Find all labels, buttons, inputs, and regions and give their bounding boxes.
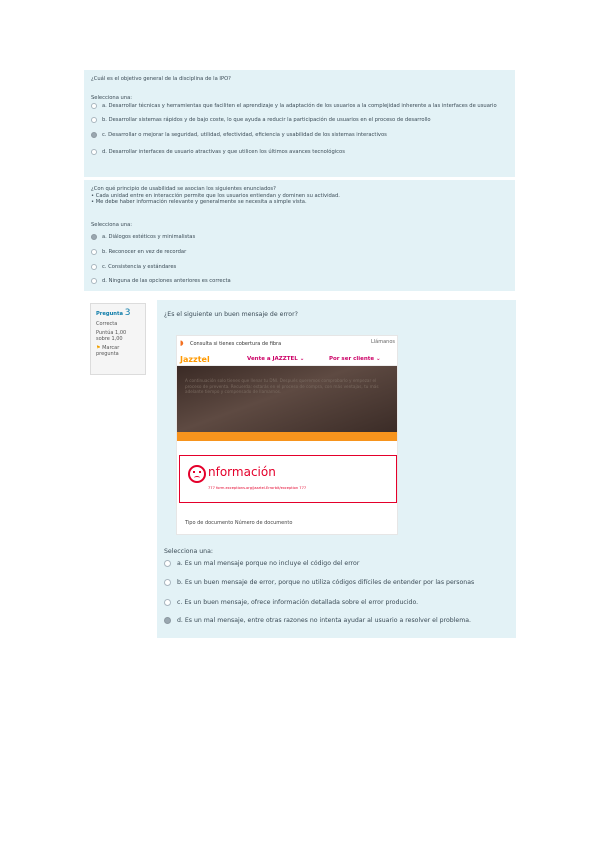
flag-question-link[interactable] — [96, 345, 140, 357]
rss-icon: ◗ — [180, 339, 184, 347]
coverage-text: Consulta si tienes cobertura de fibra — [190, 341, 282, 347]
option-label: d. Ninguna de las opciones anteriores es correcta — [102, 278, 231, 284]
question-1-option-a[interactable] — [91, 103, 497, 109]
option-label: a. Desarrollar técnicas y herramientas que faciliten el aprendizaje y la adaptación de los usuarios a la complejidad inherente a las interfaces de usuario — [102, 103, 497, 109]
screenshot-nav — [177, 353, 397, 366]
question-3-option-b[interactable] — [164, 579, 474, 586]
score-line-1: Puntúa 1,00 — [96, 330, 127, 336]
radio-button[interactable] — [164, 560, 171, 567]
option-label: b. Desarrollar sistemas rápidos y de bajo coste, lo que ayuda a reducir la participación de usuarios en el proceso de desarrollo — [102, 117, 431, 123]
score-line-2: sobre 1,00 — [96, 336, 123, 342]
radio-button[interactable] — [164, 599, 171, 606]
nav-item-vente: Vente a JAZZTEL ⌄ — [247, 356, 305, 362]
jazztel-logo: Jazztel — [180, 355, 210, 364]
question-number — [96, 308, 140, 318]
option-label: c. Desarrollar o mejorar la seguridad, utilidad, efectividad, eficiencia y usabilidad de los sistemas interactivos — [102, 132, 387, 138]
question-1-text: ¿Cuál es el objetivo general de la disciplina de la IPO? — [91, 76, 231, 82]
orange-stripe — [177, 432, 397, 441]
radio-button[interactable] — [91, 103, 97, 109]
question-3-option-c[interactable] — [164, 599, 418, 606]
radio-button[interactable] — [91, 264, 97, 270]
radio-button[interactable] — [91, 149, 97, 155]
option-label: d. Desarrollar interfaces de usuario atractivas y que utilicen los últimos avances tecnológicos — [102, 149, 345, 155]
nav-item-cliente: Por ser cliente ⌄ — [329, 356, 381, 362]
radio-button-selected[interactable] — [91, 132, 97, 138]
option-label: c. Es un buen mensaje, ofrece información detallada sobre el error producido. — [177, 599, 419, 606]
option-label: d. Es un mal mensaje, entre otras razones no intenta ayudar al usuario a resolver el problema. — [177, 617, 472, 624]
question-2-prompt: Selecciona una: — [91, 222, 133, 228]
screenshot-top-bar — [177, 336, 397, 352]
radio-button[interactable] — [91, 278, 97, 284]
radio-button[interactable] — [91, 249, 97, 255]
info-title: nformación — [208, 465, 276, 479]
option-label: a. Es un mal mensaje porque no incluye el código del error — [177, 560, 360, 567]
question-3-text: ¿Es el siguiente un buen mensaje de error? — [164, 311, 298, 318]
radio-button[interactable] — [164, 579, 171, 586]
question-1-prompt: Selecciona una: — [91, 95, 133, 101]
question-2-option-a[interactable] — [91, 234, 195, 240]
question-2-line-2: • Cada unidad entre en interacción permite que los usuarios entiendan y dominen su actividad. — [91, 192, 340, 199]
question-1-option-d[interactable] — [91, 149, 345, 155]
question-number-value: 3 — [124, 308, 131, 318]
question-1-option-b[interactable] — [91, 117, 431, 123]
question-status: Correcta — [96, 321, 118, 327]
question-2-option-d[interactable] — [91, 278, 231, 284]
question-2-line-1: ¿Con qué principio de usabilidad se asocian los siguientes enunciados? — [91, 186, 276, 192]
flag-icon: ⚑ — [96, 345, 101, 351]
option-label: c. Consistencia y estándares — [102, 264, 177, 270]
question-2-option-c[interactable] — [91, 264, 176, 270]
question-2-box — [84, 180, 515, 291]
question-2-option-b[interactable] — [91, 249, 186, 255]
document-labels: Tipo de documento Número de documento — [185, 520, 293, 526]
error-url: 777 form.exceptions.org/jazztel.Errorbit/exception 777 — [208, 486, 307, 490]
radio-button[interactable] — [91, 117, 97, 123]
question-3-prompt: Selecciona una: — [164, 548, 213, 555]
question-1-option-c[interactable] — [91, 132, 387, 138]
question-2-line-3: • Me debe haber información relevante y generalmente se necesita a simple vista. — [91, 199, 307, 205]
error-page-screenshot — [176, 335, 398, 535]
option-label: b. Reconocer en vez de recordar — [102, 249, 187, 255]
question-info-panel — [90, 303, 146, 375]
sad-face-icon — [188, 465, 206, 483]
flag-label: Marcar pregunta — [96, 345, 120, 357]
option-label: a. Diálogos estéticos y minimalistas — [102, 234, 196, 240]
radio-button-selected[interactable] — [91, 234, 97, 240]
question-3-option-a[interactable] — [164, 560, 359, 567]
question-label: Pregunta — [96, 311, 123, 317]
hero-banner — [177, 366, 397, 432]
call-us-text: Llámanos — [370, 339, 395, 345]
document-field — [185, 531, 219, 535]
option-label: b. Es un buen mensaje de error, porque no utiliza códigos difíciles de entender por las personas — [177, 579, 475, 586]
question-3-option-d[interactable] — [164, 617, 471, 624]
hero-text: A continuación solo tienes que llenar tu DNI. Después queremos comprobarlo y empezar el proceso de preventa. Recuerda: estarás en el proceso de compra, con más ventajas, tu más adelante tiempo y compensado de llamarnos. — [185, 378, 379, 394]
error-info-panel — [179, 455, 397, 503]
question-1-box — [84, 70, 515, 177]
radio-button-selected[interactable] — [164, 617, 171, 624]
